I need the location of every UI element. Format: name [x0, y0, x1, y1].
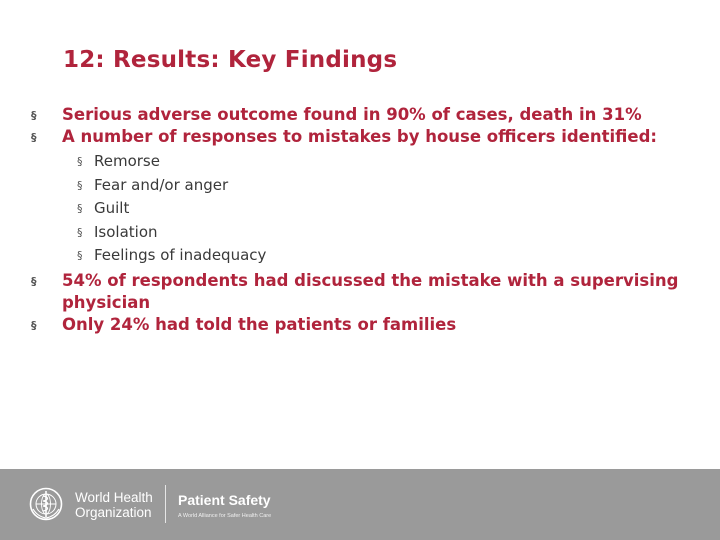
bullet-marker: §	[77, 225, 83, 239]
bullet-item	[30, 126, 690, 148]
bullet-marker: §	[77, 249, 83, 262]
bullet-text: Serious adverse outcome found in 90% of cases, death in 31%	[62, 105, 642, 124]
bullet-item	[30, 314, 690, 336]
bullet-marker: §	[31, 131, 37, 144]
sub-bullet-item	[30, 174, 690, 198]
sub-bullet-item	[30, 244, 690, 268]
who-emblem-icon	[29, 487, 63, 521]
org-line-2: Organization	[75, 505, 152, 520]
org-line-1: World Health	[75, 490, 153, 505]
sub-bullet-item	[30, 221, 690, 245]
bullet-list	[30, 104, 690, 336]
footer-bar	[0, 469, 720, 540]
bullet-text: 54% of respondents had discussed the mistake with a supervising physician	[62, 270, 679, 312]
bullet-marker: §	[31, 109, 37, 122]
bullet-item	[30, 104, 690, 126]
sub-bullet-text: Feelings of inadequacy	[94, 246, 267, 264]
bullet-marker: §	[77, 155, 83, 168]
bullet-marker: §	[77, 202, 83, 215]
sub-bullet-text: Guilt	[94, 199, 130, 217]
sub-bullet-item	[30, 197, 690, 221]
bullet-marker: §	[31, 318, 37, 332]
bullet-marker: §	[31, 274, 37, 288]
bullet-marker: §	[77, 178, 83, 192]
sub-bullet-text: Fear and/or anger	[94, 175, 229, 194]
who-wordmark	[75, 490, 153, 520]
sub-bullet-text: Isolation	[94, 222, 158, 241]
sub-bullet-item	[30, 150, 690, 174]
bullet-text: A number of responses to mistakes by house officers identified:	[62, 127, 657, 146]
sub-bullet-text: Remorse	[94, 152, 160, 170]
program-title: Patient Safety	[178, 492, 271, 508]
bullet-text: Only 24% had told the patients or families	[62, 314, 457, 334]
program-tagline: A World Alliance for Safer Health Care	[178, 513, 272, 519]
bullet-item	[30, 270, 690, 314]
slide-title: 12: Results: Key Findings	[63, 47, 398, 73]
footer-divider	[165, 485, 166, 523]
sub-bullet-list	[30, 150, 690, 268]
